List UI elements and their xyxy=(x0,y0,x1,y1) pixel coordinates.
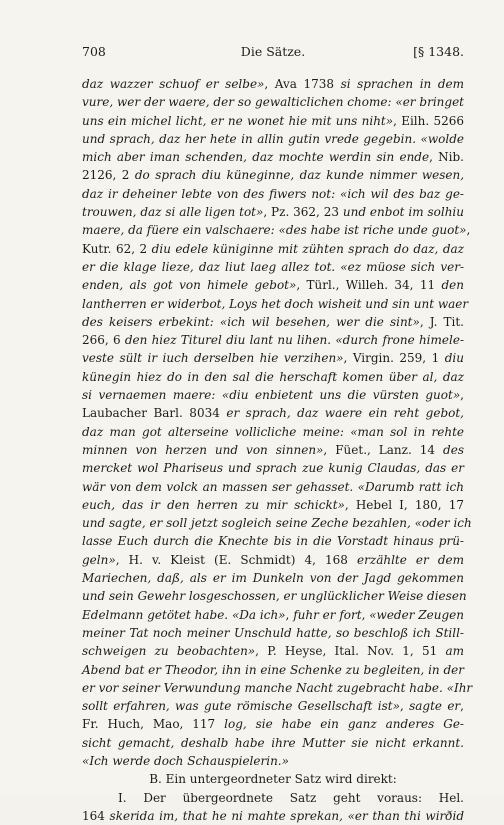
running-header xyxy=(82,44,464,60)
text-line xyxy=(82,423,464,441)
text-line xyxy=(82,569,464,587)
quoted-text: veste sült ir iuch derselben hie verzihen» xyxy=(82,351,344,366)
text-line xyxy=(82,514,472,532)
quoted-text: vure, wer der waere, der so gewalticlichen chome: «er bringet xyxy=(82,95,464,110)
citation-text: , xyxy=(361,607,370,622)
text-line xyxy=(82,551,464,569)
quoted-text: enden, als got von himele gebot» xyxy=(82,278,297,293)
quoted-text: «weder Zeugen xyxy=(369,607,464,622)
text-line xyxy=(82,93,464,111)
quoted-text: diu xyxy=(444,351,464,366)
text-line xyxy=(82,313,464,331)
quoted-text: mich aber iman schenden, daz mochte werdin sin ende xyxy=(82,150,430,165)
text-line xyxy=(82,295,469,313)
quoted-text: trouwen, daz si alle ligen tot» xyxy=(82,205,264,220)
quoted-text: daz man got alterseine vollicliche meine: «man sol in rehte xyxy=(82,424,464,439)
citation-text: , xyxy=(399,699,410,714)
citation-text: Fr. Huch, Mao, 117 xyxy=(82,717,225,732)
text-line xyxy=(82,258,464,276)
text-line xyxy=(82,276,464,294)
text-line xyxy=(82,606,464,624)
quoted-text: daz wazzer schuof er selbe» xyxy=(82,77,265,91)
quoted-text: meiner Tat noch meiner Unschuld hatte, so beschloß ich Still- xyxy=(82,625,464,640)
text-body xyxy=(82,75,473,825)
subsection-heading-i: I. Der übergeordnete Satz geht voraus: Hel. xyxy=(118,790,464,805)
text-line xyxy=(82,441,464,459)
citation-text: Laubacher Barl. 8034 xyxy=(82,406,227,421)
quoted-text: er vor seiner Verwundung manche Nacht zugebracht habe. «Ihr xyxy=(82,680,473,695)
quoted-text: sollt erfahren, was gute römische Gesellschaft ist» xyxy=(82,699,400,714)
text-line xyxy=(82,148,464,166)
citation-text: , Hebel I, 180, 17 xyxy=(344,497,464,512)
text-line xyxy=(82,130,464,148)
section-reference: [§ 1348. xyxy=(413,44,464,59)
running-title: Die Sätze. xyxy=(240,44,306,59)
text-line xyxy=(82,404,464,422)
quoted-text: des keisers erbekint: «ich wil besehen, wer die sint» xyxy=(82,314,420,329)
citation-text: , xyxy=(466,223,471,238)
quoted-text: lantherren er widerbot, Loys het doch wisheit und sin unt waer xyxy=(82,296,469,311)
quoted-text: do sprach diu küneginne, daz kunde nimmer wesen, xyxy=(134,168,465,183)
text-line xyxy=(82,112,464,130)
quoted-text: Mariechen, daß, als er im Dunkeln von der Jagd gekommen xyxy=(82,571,464,586)
quoted-text: wär von dem volck an massen ser gehasset. «Darumb ratt ich xyxy=(82,479,464,494)
quoted-text: maere, da füere ein valschaere: «des habe ist riche unde guot» xyxy=(82,223,467,238)
section-heading-b: B. Ein untergeordneter Satz wird direkt: xyxy=(149,772,397,787)
citation-text: 164 xyxy=(82,808,110,823)
quoted-text: mercket wol Phariseus und sprach zue kunig Claudas, das er xyxy=(82,461,464,476)
citation-text: , Nib. xyxy=(429,150,464,165)
quoted-text: er sprach, daz waere ein reht gebot, xyxy=(226,406,464,421)
quoted-text: er die klage lieze, daz liut laeg allez tot. «ez müose sich ver- xyxy=(82,259,464,274)
citation-text: , Eilh. 5266 xyxy=(393,113,464,128)
quoted-text: künegin hiez do in den sal die herschaft komen über al, daz xyxy=(82,369,464,384)
quoted-text: Abend bat er Theodor, ihn in eine Schenke zu begleiten, in der xyxy=(82,662,464,677)
quoted-text: den hiez Titurel diu lant nu lihen. «durch frone himele- xyxy=(124,333,464,348)
citation-text: , Türl., Willeh. 34, 11 xyxy=(296,278,442,293)
text-line xyxy=(82,496,464,514)
quoted-text: si vernaemen maere: «diu enbietent uns die vürsten guot» xyxy=(82,388,461,403)
text-line xyxy=(82,478,464,496)
quoted-text: und sagte, er soll jetzt sogleich seine Zeche bezahlen, «oder ich xyxy=(82,516,472,531)
citation-text: , xyxy=(460,388,464,403)
text-line xyxy=(82,679,473,697)
quoted-text: «Ich werde doch Schauspielerin.» xyxy=(82,753,289,768)
quoted-text: uns ein michel licht, er ne wonet hie mit uns niht» xyxy=(82,113,394,128)
text-line xyxy=(82,661,464,679)
text-line xyxy=(82,185,464,203)
text-line xyxy=(82,368,464,386)
quoted-text: Edelmann getötet habe. «Da ich» xyxy=(82,607,286,622)
text-line xyxy=(82,624,464,642)
text-line xyxy=(82,587,467,605)
quoted-text: sicht gemacht, deshalb habe ihre Mutter sie nicht erkannt. xyxy=(82,735,464,750)
citation-text: Kutr. 62, 2 xyxy=(82,241,152,256)
text-line xyxy=(82,734,464,752)
quoted-text: und enbot im solhiu xyxy=(342,205,464,220)
quoted-text: sagte er xyxy=(409,699,461,714)
quoted-text: erzählte er dem xyxy=(357,552,464,567)
text-line xyxy=(82,386,464,404)
citation-text: , P. Heyse, Ital. Nov. 1, 51 xyxy=(255,644,446,659)
text-line xyxy=(82,166,464,184)
citation-text: , xyxy=(285,607,294,622)
citation-text: , xyxy=(460,699,464,714)
text-line xyxy=(82,532,464,550)
quoted-text: log, sie habe ein ganz anderes Ge- xyxy=(224,717,464,732)
quoted-text: und sprach, daz her hete in allin gutin vrede gegebin. «wolde xyxy=(82,131,464,146)
text-line xyxy=(82,459,464,477)
citation-text: , Virgin. 259, 1 xyxy=(343,351,445,366)
text-line xyxy=(82,203,464,221)
quoted-text: des xyxy=(443,442,464,457)
citation-text: , Ava 1738 xyxy=(264,77,341,91)
quoted-text: euch, das ir den herren zu mir schickt» xyxy=(82,497,345,512)
quoted-text: diu edele küniginne mit zühten sprach do daz, daz xyxy=(151,241,464,256)
quoted-text: minnen von herzen und von sinnen» xyxy=(82,442,324,457)
citation-text: 2126, 2 xyxy=(82,168,135,183)
text-line xyxy=(82,349,464,367)
quoted-text: si sprachen in dem xyxy=(340,77,464,91)
text-line xyxy=(82,221,471,239)
quoted-text: schweigen zu beobachten» xyxy=(82,644,256,659)
quoted-text: lasse Euch durch die Knechte bis in die Vorstadt hinaus prü- xyxy=(82,534,464,549)
quoted-text: den xyxy=(441,278,464,293)
citation-text: , J. Tit. xyxy=(419,314,464,329)
quoted-text: daz ir deheiner lebte von des fiwers not: «ich wil des baz ge- xyxy=(82,186,464,201)
quoted-text: und sein Gewehr losgeschossen, er unglücklicher Weise diesen xyxy=(82,589,467,604)
page-number: 708 xyxy=(82,44,106,59)
quoted-text: geln» xyxy=(82,552,116,567)
text-line xyxy=(82,697,464,715)
citation-text: , Füet., Lanz. 14 xyxy=(323,442,444,457)
text-line xyxy=(82,752,464,770)
citation-text: 266, 6 xyxy=(82,333,125,348)
text-line xyxy=(82,331,464,349)
text-line xyxy=(82,642,464,660)
quoted-text: skerida im, that he ni mahte sprekan, «er than thi wirðid xyxy=(109,808,465,823)
text-line xyxy=(82,240,464,258)
quoted-text: am xyxy=(445,644,465,659)
text-line xyxy=(82,807,464,825)
text-line xyxy=(82,715,464,733)
text-line xyxy=(82,75,464,93)
citation-text: , Pz. 362, 23 xyxy=(263,205,343,220)
quoted-text: fuhr er fort xyxy=(293,607,362,622)
citation-text: , H. v. Kleist (E. Schmidt) 4, 168 xyxy=(115,552,358,567)
